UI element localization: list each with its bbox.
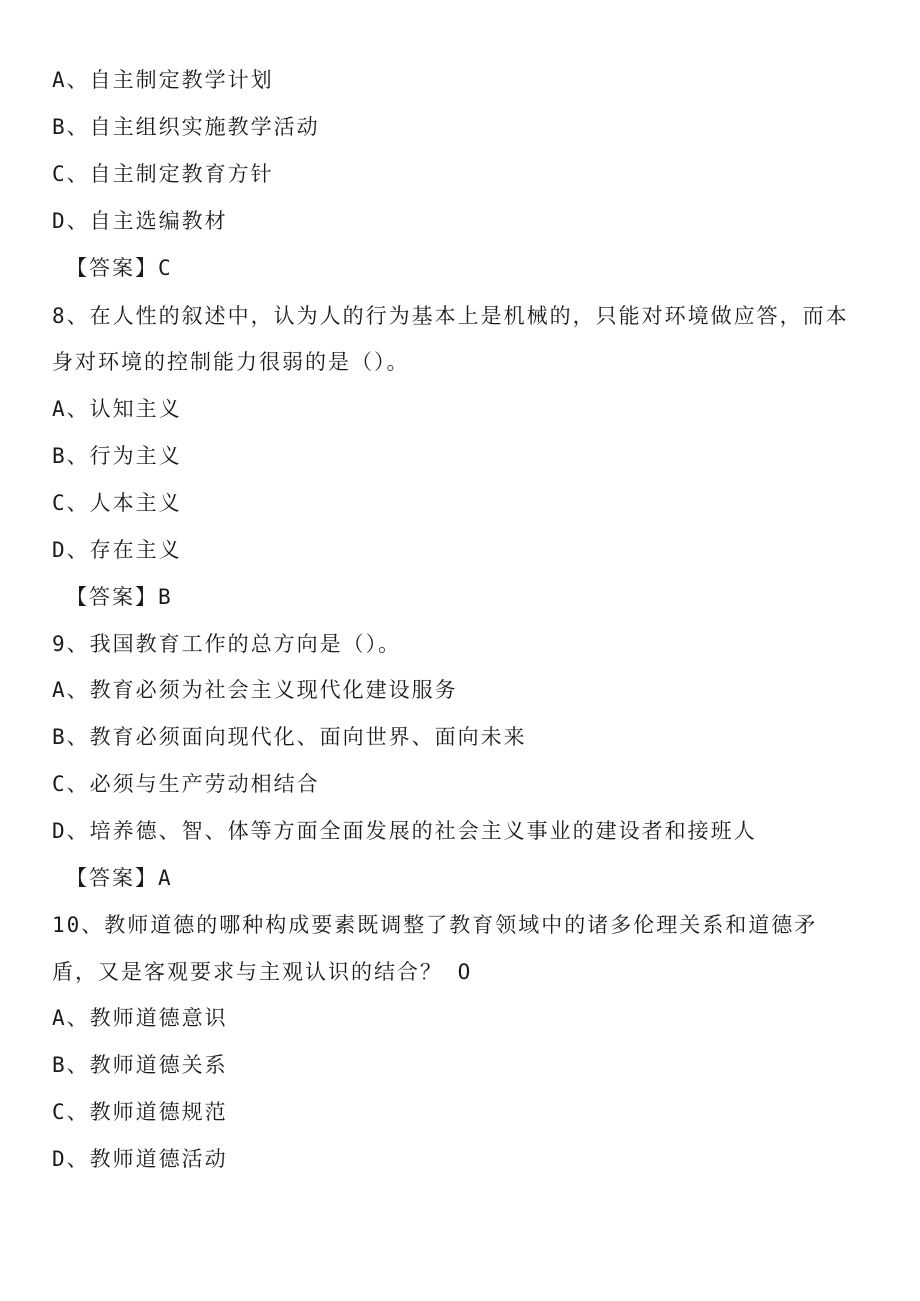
q8-option-b: B、行为主义 xyxy=(52,444,182,468)
q7-option-b: B、自主组织实施教学活动 xyxy=(52,115,320,139)
q9-option-d: D、培养德、智、体等方面全面发展的社会主义事业的建设者和接班人 xyxy=(52,819,757,843)
q8-question-line-2: 身对环境的控制能力很弱的是（）。 xyxy=(52,350,410,374)
q7-option-c: C、自主制定教育方针 xyxy=(52,162,274,186)
q9-option-a: A、教育必须为社会主义现代化建设服务 xyxy=(52,678,458,702)
q10-option-d: D、教师道德活动 xyxy=(52,1147,228,1171)
q8-option-a: A、认知主义 xyxy=(52,397,182,421)
q7-option-a: A、自主制定教学计划 xyxy=(52,68,274,92)
q9-question: 9、我国教育工作的总方向是（）。 xyxy=(52,632,402,656)
q9-option-b: B、教育必须面向现代化、面向世界、面向未来 xyxy=(52,725,527,749)
q10-question-line-1: 10、教师道德的哪种构成要素既调整了教育领域中的诸多伦理关系和道德矛 xyxy=(52,913,818,937)
q7-option-d: D、自主选编教材 xyxy=(52,209,228,233)
q7-answer: 【答案】C xyxy=(66,256,173,280)
q10-question-line-2: 盾，又是客观要求与主观认识的结合？ O xyxy=(52,960,473,984)
q10-option-b: B、教师道德关系 xyxy=(52,1053,228,1077)
q8-option-d: D、存在主义 xyxy=(52,538,182,562)
q10-option-c: C、教师道德规范 xyxy=(52,1100,228,1124)
q10-option-a: A、教师道德意识 xyxy=(52,1006,228,1030)
q9-option-c: C、必须与生产劳动相结合 xyxy=(52,772,320,796)
q8-option-c: C、人本主义 xyxy=(52,491,182,515)
q8-question-line-1: 8、在人性的叙述中，认为人的行为基本上是机械的，只能对环境做应答，而本 xyxy=(52,304,849,328)
q8-answer: 【答案】B xyxy=(66,585,173,609)
q9-answer: 【答案】A xyxy=(66,866,173,890)
